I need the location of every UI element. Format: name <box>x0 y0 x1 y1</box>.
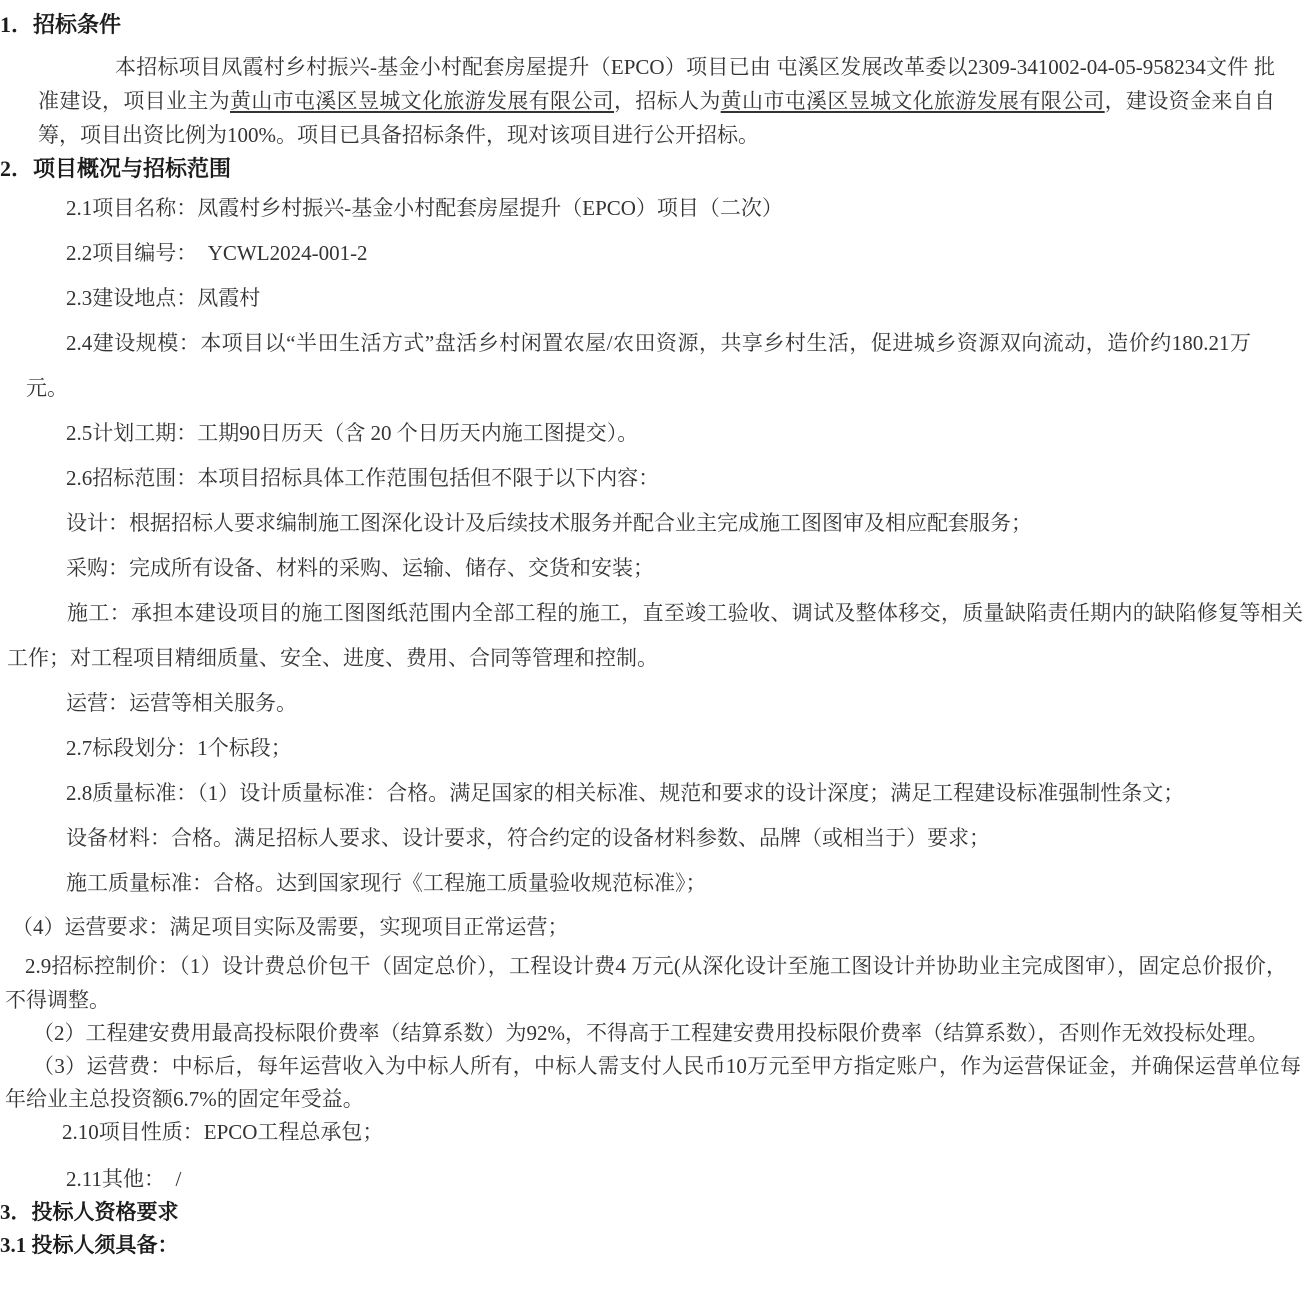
quality-standard-line: 2.8质量标准：（1）设计质量标准：合格。满足国家的相关标准、规范和要求的设计深度；满足工程建设标准强制性条文； <box>66 781 1185 805</box>
scope-line: 2.6招标范围：本项目招标具体工作范围包括但不限于以下内容： <box>66 466 660 490</box>
other-line: 2.11其他： / <box>66 1167 182 1191</box>
equipment-standard-line: 设备材料：合格。满足招标人要求、设计要求，符合约定的设备材料参数、品牌（或相当于）要求； <box>66 826 990 850</box>
construction-quality-line: 施工质量标准：合格。达到国家现行《工程施工质量验收规范标准》； <box>66 871 707 895</box>
intro-text-1: 本招标项目凤霞村乡村振兴-基金小村配套房屋提升（EPCO）项目已由 屯溪区发展改革委以2309-341002-04-05-958234文件 批准建设，项目业主为 <box>38 55 1275 113</box>
project-nature-line: 2.10项目性质：EPCO工程总承包； <box>62 1120 384 1144</box>
schedule-line: 2.5计划工期：工期90日历天（含 20 个日历天内施工图提交）。 <box>66 421 639 445</box>
operation-requirement-line: （4）运营要求：满足项目实际及需要，实现项目正常运营； <box>12 915 569 939</box>
design-scope-line: 设计：根据招标人要求编制施工图深化设计及后续技术服务并配合业主完成施工图图审及相应配套服务； <box>66 511 1032 535</box>
construction-scope-line: 施工：承担本建设项目的施工图图纸范围内全部工程的施工，直至竣工验收、调试及整体移交，质量缺陷责任期内的缺陷修复等相关工作；对工程项目精细质量、安全、进度、费用、合同等管理和控制。 <box>7 601 1303 670</box>
project-number-line: 2.2项目编号： YCWL2024-001-2 <box>66 241 368 265</box>
lot-division-line: 2.7标段划分：1个标段； <box>66 736 292 760</box>
operation-scope-line: 运营：运营等相关服务。 <box>66 691 297 715</box>
construction-cost-rate-line: （2）工程建安费用最高投标限价费率（结算系数）为92%，不得高于工程建安费用投标限价费率（结算系数），否则作无效投标处理。 <box>33 1021 1269 1045</box>
intro-text-2: ，招标人为 <box>614 89 721 113</box>
intro-paragraph <box>38 50 1275 152</box>
location-line: 2.3建设地点：凤霞村 <box>66 286 261 310</box>
procurement-scope-line: 采购：完成所有设备、材料的采购、运输、储存、交货和安装； <box>66 556 654 580</box>
section2-heading: 2．项目概况与招标范围 <box>0 156 232 181</box>
project-name-line: 2.1项目名称：凤霞村乡村振兴-基金小村配套房屋提升（EPCO）项目（二次） <box>66 196 783 220</box>
section1-heading: 1．招标条件 <box>0 12 122 37</box>
price-control-line: 2.9招标控制价：（1）设计费总价包干（固定总价），工程设计费4 万元(从深化设计至施工图设计并协助业主完成图审），固定总价报价，不得调整。 <box>5 954 1287 1012</box>
tenderer-company-underline: 黄山市屯溪区昱城文化旅游发展有限公司 <box>720 89 1105 113</box>
owner-company-underline: 黄山市屯溪区昱城文化旅游发展有限公司 <box>230 89 614 113</box>
operation-fee-line: （3）运营费：中标后，每年运营收入为中标人所有，中标人需支付人民币10万元至甲方指定账户，作为运营保证金，并确保运营单位每年给业主总投资额6.7%的固定年受益。 <box>5 1054 1301 1111</box>
intro-text-3: ，建设资金来自自筹，项目出资比例为100%。项目已具备招标条件，现对该项目进行公开招标。 <box>38 89 1276 147</box>
scale-line: 2.4建设规模：本项目以“半田生活方式”盘活乡村闲置农屋/农田资源，共享乡村生活，促进城乡资源双向流动，造价约180.21万元。 <box>26 331 1251 400</box>
section3-1-heading: 3.1 投标人须具备： <box>0 1233 179 1257</box>
section3-heading: 3．投标人资格要求 <box>0 1200 179 1224</box>
